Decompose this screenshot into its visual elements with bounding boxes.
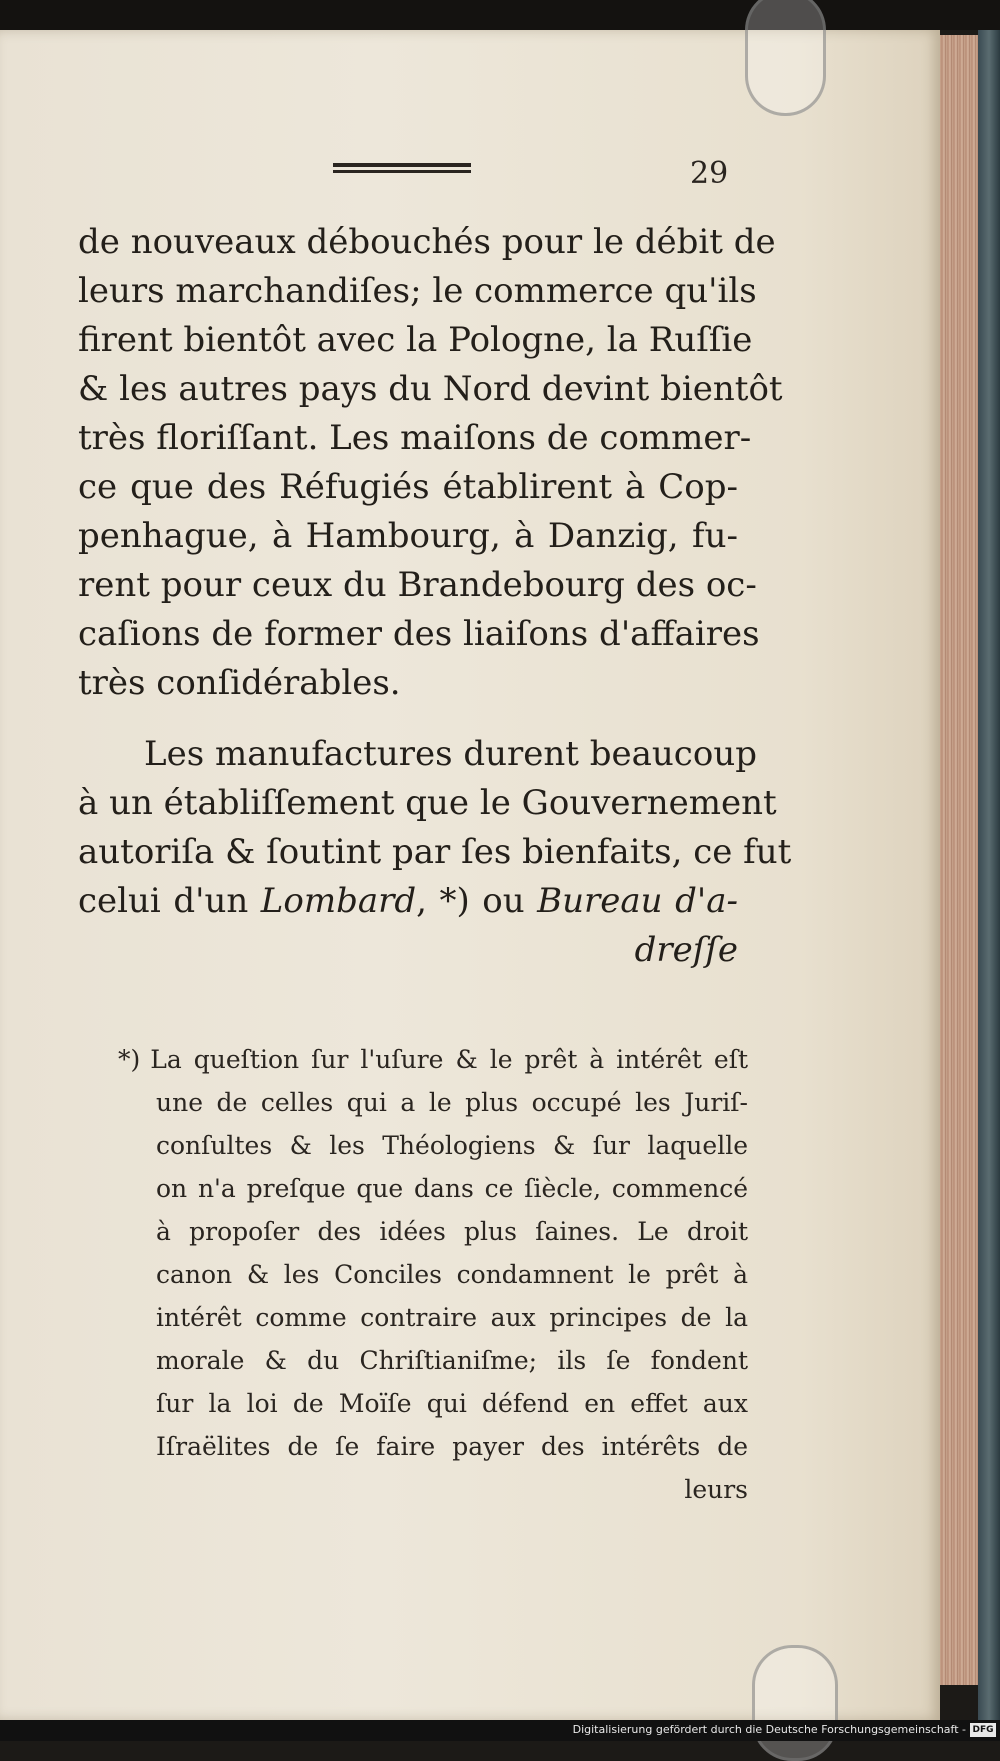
footnote-line: une de celles qui a le plus occupé les Juriſ- xyxy=(156,1088,748,1117)
text-line: rent pour ceux du Brandebourg des oc- xyxy=(78,565,757,605)
page-edges xyxy=(940,35,980,1685)
text-line: de nouveaux débouchés pour le débit de xyxy=(78,222,776,262)
footnote-line: conſultes & les Théologiens & ſur laquelle xyxy=(156,1131,748,1160)
footnote-line: ſur la loi de Moïſe qui défend en effet aux xyxy=(156,1389,748,1418)
scan-top-border xyxy=(0,0,1000,30)
text-line: celui d'un Lombard, *) ou Bureau d'a- xyxy=(78,881,738,921)
footnote-line: on n'a preſque que dans ce ſiècle, commencé xyxy=(156,1174,748,1203)
italic-lombard: Lombard xyxy=(260,881,417,921)
main-text xyxy=(78,218,792,975)
footnote-marker: *) xyxy=(118,1045,141,1074)
text-line: très floriſſant. Les maiſons de commer- xyxy=(78,418,752,458)
page-clip-bottom xyxy=(752,1645,838,1761)
page-number: 29 xyxy=(690,156,729,191)
footnote-catchword: leurs xyxy=(684,1475,748,1504)
footnote-line: morale & du Chriſtianiſme; ils ſe fondent xyxy=(156,1346,748,1375)
text-line: à un établiſſement que le Gouvernement xyxy=(78,783,777,823)
dfg-logo: DFG xyxy=(970,1723,996,1737)
footnote xyxy=(118,1038,748,1511)
header-rule xyxy=(333,163,471,173)
footnote-line: canon & les Conciles condamnent le prêt à xyxy=(156,1260,748,1289)
text-line: caſions de former des liaiſons d'affaires xyxy=(78,614,760,654)
footnote-line: intérêt comme contraire aux principes de la xyxy=(156,1303,748,1332)
book-cover-edge xyxy=(978,30,1000,1720)
footnote-line: Iſraëlites de ſe faire payer des intérêts de xyxy=(156,1432,748,1461)
text-line: leurs marchandiſes; le commerce qu'ils xyxy=(78,271,757,311)
text-line: Les manufactures durent beaucoup xyxy=(144,734,757,774)
text-line: autoriſa & ſoutint par ſes bienfaits, ce fut xyxy=(78,832,792,872)
footnote-line: à propoſer des idées plus ſaines. Le droit xyxy=(156,1217,748,1246)
footnote-line: *) La queſtion ſur l'uſure & le prêt à intérêt eſt xyxy=(118,1045,748,1074)
catchword: dreſſe xyxy=(634,930,738,970)
text-line: & les autres pays du Nord devint bientôt xyxy=(78,369,783,409)
text-line: très conſidérables. xyxy=(78,663,401,703)
text-line: ce que des Réfugiés établirent à Cop- xyxy=(78,467,738,507)
italic-bureau: Bureau d'a- xyxy=(537,881,738,921)
page-clip-top xyxy=(745,0,826,116)
text-line: penhague, à Hambourg, à Danzig, fu- xyxy=(78,516,738,556)
text-line: firent bientôt avec la Pologne, la Ruſſie xyxy=(78,320,753,360)
digitization-credit: Digitalisierung gefördert durch die Deutsche Forschungsgemeinschaft - xyxy=(572,1723,966,1736)
